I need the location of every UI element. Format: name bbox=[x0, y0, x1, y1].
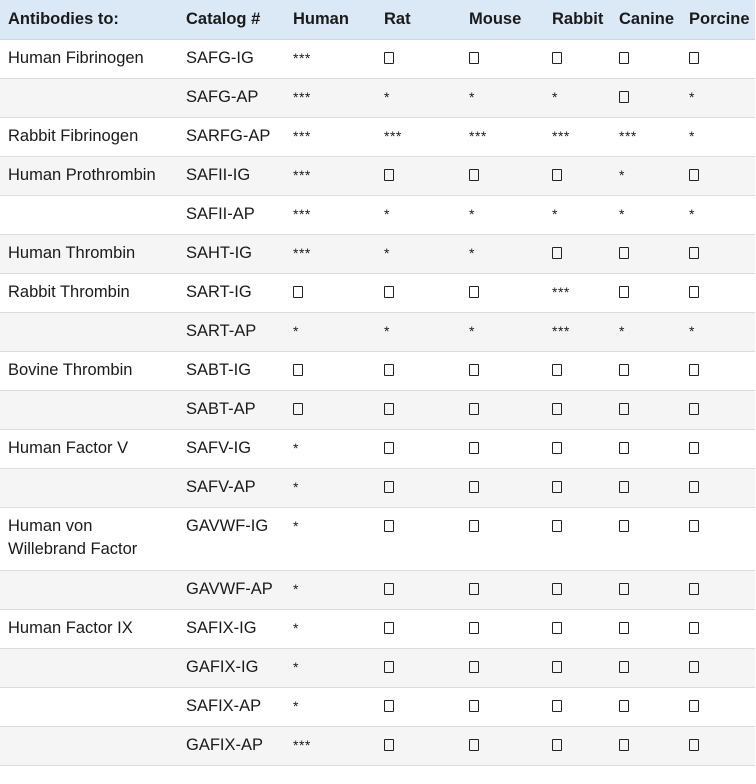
rat-reactivity-cell bbox=[376, 274, 461, 313]
antibody-name-cell: Bovine Thrombin bbox=[0, 352, 178, 391]
header-rat: Rat bbox=[376, 0, 461, 40]
human-reactivity-cell bbox=[285, 508, 376, 571]
header-mouse: Mouse bbox=[461, 0, 544, 40]
catalog-number-cell: SAHT-IG bbox=[178, 235, 285, 274]
antibody-name-cell: Human Fibrinogen bbox=[0, 40, 178, 79]
rat-reactivity-cell bbox=[376, 469, 461, 508]
rabbit-reactivity-cell bbox=[544, 727, 611, 766]
canine-reactivity-cell bbox=[611, 313, 681, 352]
canine-reactivity-cell bbox=[611, 157, 681, 196]
reactivity-stars: *** bbox=[469, 128, 487, 144]
table-row bbox=[0, 688, 755, 727]
empty-box-icon bbox=[469, 622, 479, 634]
rat-reactivity-cell bbox=[376, 610, 461, 649]
empty-box-icon bbox=[619, 364, 629, 376]
empty-box-icon bbox=[619, 520, 629, 532]
empty-box-icon bbox=[469, 520, 479, 532]
human-reactivity-cell bbox=[285, 571, 376, 610]
reactivity-stars: *** bbox=[552, 284, 570, 300]
human-reactivity-cell bbox=[285, 352, 376, 391]
rabbit-reactivity-cell bbox=[544, 649, 611, 688]
empty-box-icon bbox=[619, 91, 629, 103]
reactivity-stars: * bbox=[619, 167, 625, 183]
reactivity-stars: * bbox=[689, 89, 695, 105]
porcine-reactivity-cell bbox=[681, 430, 755, 469]
antibody-name-cell: Human Factor V bbox=[0, 430, 178, 469]
catalog-number-cell: SART-IG bbox=[178, 274, 285, 313]
mouse-reactivity-cell bbox=[461, 469, 544, 508]
table-row bbox=[0, 274, 755, 313]
empty-box-icon bbox=[619, 700, 629, 712]
empty-box-icon bbox=[384, 481, 394, 493]
table-row bbox=[0, 157, 755, 196]
empty-box-icon bbox=[552, 481, 562, 493]
reactivity-stars: * bbox=[552, 206, 558, 222]
rat-reactivity-cell bbox=[376, 157, 461, 196]
empty-box-icon bbox=[469, 583, 479, 595]
rabbit-reactivity-cell bbox=[544, 352, 611, 391]
empty-box-icon bbox=[689, 700, 699, 712]
antibody-name-cell bbox=[0, 469, 178, 508]
header-porcine: Porcine bbox=[681, 0, 755, 40]
reactivity-stars: * bbox=[469, 323, 475, 339]
antibody-name-cell bbox=[0, 313, 178, 352]
porcine-reactivity-cell bbox=[681, 508, 755, 571]
catalog-number-cell: SART-AP bbox=[178, 313, 285, 352]
empty-box-icon bbox=[552, 52, 562, 64]
human-reactivity-cell bbox=[285, 157, 376, 196]
catalog-number-cell: GAFIX-AP bbox=[178, 727, 285, 766]
human-reactivity-cell bbox=[285, 688, 376, 727]
antibody-name-cell bbox=[0, 196, 178, 235]
porcine-reactivity-cell bbox=[681, 727, 755, 766]
empty-box-icon bbox=[384, 364, 394, 376]
empty-box-icon bbox=[384, 520, 394, 532]
canine-reactivity-cell bbox=[611, 235, 681, 274]
empty-box-icon bbox=[384, 700, 394, 712]
mouse-reactivity-cell bbox=[461, 508, 544, 571]
rabbit-reactivity-cell bbox=[544, 79, 611, 118]
rabbit-reactivity-cell bbox=[544, 688, 611, 727]
catalog-number-cell: GAFIX-IG bbox=[178, 649, 285, 688]
human-reactivity-cell bbox=[285, 79, 376, 118]
header-row bbox=[0, 0, 755, 40]
porcine-reactivity-cell bbox=[681, 352, 755, 391]
reactivity-stars: *** bbox=[293, 206, 311, 222]
antibody-name-cell: Human Prothrombin bbox=[0, 157, 178, 196]
rabbit-reactivity-cell bbox=[544, 196, 611, 235]
antibody-name-cell: Rabbit Thrombin bbox=[0, 274, 178, 313]
canine-reactivity-cell bbox=[611, 610, 681, 649]
empty-box-icon bbox=[689, 52, 699, 64]
empty-box-icon bbox=[469, 286, 479, 298]
canine-reactivity-cell bbox=[611, 727, 681, 766]
porcine-reactivity-cell bbox=[681, 571, 755, 610]
empty-box-icon bbox=[469, 364, 479, 376]
human-reactivity-cell bbox=[285, 430, 376, 469]
empty-box-icon bbox=[619, 52, 629, 64]
mouse-reactivity-cell bbox=[461, 610, 544, 649]
antibody-name-cell: Human von Willebrand Factor bbox=[0, 508, 178, 571]
empty-box-icon bbox=[552, 247, 562, 259]
canine-reactivity-cell bbox=[611, 649, 681, 688]
rat-reactivity-cell bbox=[376, 196, 461, 235]
reactivity-stars: * bbox=[384, 245, 390, 261]
porcine-reactivity-cell bbox=[681, 40, 755, 79]
reactivity-stars: * bbox=[469, 89, 475, 105]
antibody-name-cell: Human Thrombin bbox=[0, 235, 178, 274]
header-rabbit: Rabbit bbox=[544, 0, 611, 40]
antibody-name-cell bbox=[0, 688, 178, 727]
empty-box-icon bbox=[384, 442, 394, 454]
antibody-name-cell bbox=[0, 649, 178, 688]
empty-box-icon bbox=[619, 481, 629, 493]
rabbit-reactivity-cell bbox=[544, 610, 611, 649]
canine-reactivity-cell bbox=[611, 571, 681, 610]
catalog-number-cell: SAFV-IG bbox=[178, 430, 285, 469]
human-reactivity-cell bbox=[285, 649, 376, 688]
mouse-reactivity-cell bbox=[461, 649, 544, 688]
reactivity-stars: *** bbox=[293, 89, 311, 105]
catalog-number-cell: GAVWF-AP bbox=[178, 571, 285, 610]
empty-box-icon bbox=[384, 622, 394, 634]
mouse-reactivity-cell bbox=[461, 391, 544, 430]
table-row bbox=[0, 79, 755, 118]
reactivity-stars: * bbox=[384, 323, 390, 339]
catalog-number-cell: SAFG-IG bbox=[178, 40, 285, 79]
antibody-name-cell bbox=[0, 79, 178, 118]
rat-reactivity-cell bbox=[376, 352, 461, 391]
empty-box-icon bbox=[689, 247, 699, 259]
canine-reactivity-cell bbox=[611, 469, 681, 508]
human-reactivity-cell bbox=[285, 610, 376, 649]
canine-reactivity-cell bbox=[611, 118, 681, 157]
rat-reactivity-cell bbox=[376, 571, 461, 610]
human-reactivity-cell bbox=[285, 469, 376, 508]
antibody-name-cell bbox=[0, 571, 178, 610]
empty-box-icon bbox=[689, 442, 699, 454]
porcine-reactivity-cell bbox=[681, 313, 755, 352]
human-reactivity-cell bbox=[285, 235, 376, 274]
catalog-number-cell: SAFV-AP bbox=[178, 469, 285, 508]
antibody-name-cell bbox=[0, 727, 178, 766]
empty-box-icon bbox=[552, 403, 562, 415]
empty-box-icon bbox=[552, 520, 562, 532]
mouse-reactivity-cell bbox=[461, 157, 544, 196]
table-row bbox=[0, 610, 755, 649]
rat-reactivity-cell bbox=[376, 508, 461, 571]
canine-reactivity-cell bbox=[611, 274, 681, 313]
empty-box-icon bbox=[552, 442, 562, 454]
antibody-name-cell: Human Factor IX bbox=[0, 610, 178, 649]
table-row bbox=[0, 235, 755, 274]
reactivity-stars: * bbox=[293, 323, 299, 339]
reactivity-stars: * bbox=[619, 206, 625, 222]
empty-box-icon bbox=[384, 583, 394, 595]
empty-box-icon bbox=[469, 481, 479, 493]
mouse-reactivity-cell bbox=[461, 430, 544, 469]
empty-box-icon bbox=[552, 739, 562, 751]
mouse-reactivity-cell bbox=[461, 40, 544, 79]
table-row bbox=[0, 313, 755, 352]
reactivity-stars: * bbox=[293, 698, 299, 714]
table-row bbox=[0, 571, 755, 610]
empty-box-icon bbox=[689, 286, 699, 298]
human-reactivity-cell bbox=[285, 196, 376, 235]
empty-box-icon bbox=[619, 622, 629, 634]
mouse-reactivity-cell bbox=[461, 571, 544, 610]
mouse-reactivity-cell bbox=[461, 196, 544, 235]
mouse-reactivity-cell bbox=[461, 274, 544, 313]
rabbit-reactivity-cell bbox=[544, 469, 611, 508]
table-row bbox=[0, 196, 755, 235]
reactivity-stars: *** bbox=[384, 128, 402, 144]
empty-box-icon bbox=[469, 442, 479, 454]
reactivity-stars: * bbox=[689, 128, 695, 144]
canine-reactivity-cell bbox=[611, 391, 681, 430]
human-reactivity-cell bbox=[285, 727, 376, 766]
mouse-reactivity-cell bbox=[461, 79, 544, 118]
empty-box-icon bbox=[384, 286, 394, 298]
table-row bbox=[0, 727, 755, 766]
porcine-reactivity-cell bbox=[681, 610, 755, 649]
canine-reactivity-cell bbox=[611, 352, 681, 391]
reactivity-stars: *** bbox=[552, 128, 570, 144]
mouse-reactivity-cell bbox=[461, 313, 544, 352]
rabbit-reactivity-cell bbox=[544, 157, 611, 196]
rat-reactivity-cell bbox=[376, 391, 461, 430]
rat-reactivity-cell bbox=[376, 79, 461, 118]
reactivity-stars: * bbox=[293, 479, 299, 495]
reactivity-stars: * bbox=[293, 440, 299, 456]
empty-box-icon bbox=[469, 661, 479, 673]
reactivity-stars: * bbox=[469, 206, 475, 222]
human-reactivity-cell bbox=[285, 118, 376, 157]
empty-box-icon bbox=[469, 169, 479, 181]
porcine-reactivity-cell bbox=[681, 118, 755, 157]
reactivity-stars: * bbox=[689, 323, 695, 339]
rabbit-reactivity-cell bbox=[544, 508, 611, 571]
rabbit-reactivity-cell bbox=[544, 40, 611, 79]
empty-box-icon bbox=[689, 739, 699, 751]
empty-box-icon bbox=[619, 403, 629, 415]
empty-box-icon bbox=[384, 52, 394, 64]
reactivity-stars: * bbox=[293, 620, 299, 636]
catalog-number-cell: SAFIX-AP bbox=[178, 688, 285, 727]
canine-reactivity-cell bbox=[611, 79, 681, 118]
header-human: Human bbox=[285, 0, 376, 40]
porcine-reactivity-cell bbox=[681, 235, 755, 274]
empty-box-icon bbox=[689, 169, 699, 181]
empty-box-icon bbox=[689, 622, 699, 634]
porcine-reactivity-cell bbox=[681, 79, 755, 118]
header-canine: Canine bbox=[611, 0, 681, 40]
reactivity-stars: * bbox=[293, 659, 299, 675]
empty-box-icon bbox=[619, 442, 629, 454]
canine-reactivity-cell bbox=[611, 430, 681, 469]
empty-box-icon bbox=[552, 169, 562, 181]
empty-box-icon bbox=[619, 583, 629, 595]
mouse-reactivity-cell bbox=[461, 352, 544, 391]
catalog-number-cell: SAFG-AP bbox=[178, 79, 285, 118]
empty-box-icon bbox=[689, 481, 699, 493]
mouse-reactivity-cell bbox=[461, 688, 544, 727]
catalog-number-cell: GAVWF-IG bbox=[178, 508, 285, 571]
mouse-reactivity-cell bbox=[461, 235, 544, 274]
reactivity-stars: * bbox=[469, 245, 475, 261]
reactivity-stars: * bbox=[384, 89, 390, 105]
antibody-name-cell bbox=[0, 391, 178, 430]
empty-box-icon bbox=[619, 661, 629, 673]
table-row bbox=[0, 118, 755, 157]
empty-box-icon bbox=[293, 286, 303, 298]
empty-box-icon bbox=[552, 364, 562, 376]
table-body bbox=[0, 40, 755, 766]
empty-box-icon bbox=[619, 286, 629, 298]
porcine-reactivity-cell bbox=[681, 649, 755, 688]
header-antibodies: Antibodies to: bbox=[0, 0, 178, 40]
catalog-number-cell: SARFG-AP bbox=[178, 118, 285, 157]
canine-reactivity-cell bbox=[611, 508, 681, 571]
empty-box-icon bbox=[689, 661, 699, 673]
empty-box-icon bbox=[469, 403, 479, 415]
header-catalog: Catalog # bbox=[178, 0, 285, 40]
catalog-number-cell: SAFII-AP bbox=[178, 196, 285, 235]
catalog-number-cell: SABT-AP bbox=[178, 391, 285, 430]
empty-box-icon bbox=[293, 403, 303, 415]
empty-box-icon bbox=[293, 364, 303, 376]
rat-reactivity-cell bbox=[376, 118, 461, 157]
empty-box-icon bbox=[619, 247, 629, 259]
rat-reactivity-cell bbox=[376, 688, 461, 727]
reactivity-stars: *** bbox=[293, 128, 311, 144]
human-reactivity-cell bbox=[285, 313, 376, 352]
empty-box-icon bbox=[689, 520, 699, 532]
porcine-reactivity-cell bbox=[681, 391, 755, 430]
empty-box-icon bbox=[552, 622, 562, 634]
porcine-reactivity-cell bbox=[681, 196, 755, 235]
reactivity-stars: * bbox=[384, 206, 390, 222]
rat-reactivity-cell bbox=[376, 649, 461, 688]
table-row bbox=[0, 352, 755, 391]
porcine-reactivity-cell bbox=[681, 688, 755, 727]
empty-box-icon bbox=[619, 739, 629, 751]
table-row bbox=[0, 391, 755, 430]
reactivity-stars: * bbox=[293, 581, 299, 597]
empty-box-icon bbox=[469, 739, 479, 751]
canine-reactivity-cell bbox=[611, 40, 681, 79]
empty-box-icon bbox=[552, 700, 562, 712]
table-row bbox=[0, 40, 755, 79]
table-row bbox=[0, 430, 755, 469]
canine-reactivity-cell bbox=[611, 196, 681, 235]
table-row bbox=[0, 508, 755, 571]
table-header bbox=[0, 0, 755, 40]
rat-reactivity-cell bbox=[376, 313, 461, 352]
reactivity-stars: *** bbox=[293, 167, 311, 183]
rabbit-reactivity-cell bbox=[544, 235, 611, 274]
reactivity-stars: * bbox=[552, 89, 558, 105]
human-reactivity-cell bbox=[285, 40, 376, 79]
rabbit-reactivity-cell bbox=[544, 391, 611, 430]
empty-box-icon bbox=[689, 583, 699, 595]
reactivity-stars: * bbox=[619, 323, 625, 339]
reactivity-stars: * bbox=[689, 206, 695, 222]
porcine-reactivity-cell bbox=[681, 274, 755, 313]
reactivity-stars: *** bbox=[293, 245, 311, 261]
mouse-reactivity-cell bbox=[461, 727, 544, 766]
mouse-reactivity-cell bbox=[461, 118, 544, 157]
catalog-number-cell: SAFII-IG bbox=[178, 157, 285, 196]
catalog-number-cell: SAFIX-IG bbox=[178, 610, 285, 649]
rabbit-reactivity-cell bbox=[544, 118, 611, 157]
reactivity-stars: *** bbox=[552, 323, 570, 339]
reactivity-stars: *** bbox=[619, 128, 637, 144]
rabbit-reactivity-cell bbox=[544, 274, 611, 313]
porcine-reactivity-cell bbox=[681, 469, 755, 508]
human-reactivity-cell bbox=[285, 391, 376, 430]
porcine-reactivity-cell bbox=[681, 157, 755, 196]
empty-box-icon bbox=[384, 403, 394, 415]
empty-box-icon bbox=[384, 661, 394, 673]
rat-reactivity-cell bbox=[376, 727, 461, 766]
rabbit-reactivity-cell bbox=[544, 571, 611, 610]
empty-box-icon bbox=[689, 364, 699, 376]
empty-box-icon bbox=[469, 700, 479, 712]
rabbit-reactivity-cell bbox=[544, 313, 611, 352]
table-row bbox=[0, 649, 755, 688]
empty-box-icon bbox=[552, 583, 562, 595]
empty-box-icon bbox=[384, 169, 394, 181]
empty-box-icon bbox=[469, 52, 479, 64]
catalog-number-cell: SABT-IG bbox=[178, 352, 285, 391]
reactivity-stars: * bbox=[293, 518, 299, 534]
human-reactivity-cell bbox=[285, 274, 376, 313]
rat-reactivity-cell bbox=[376, 40, 461, 79]
rabbit-reactivity-cell bbox=[544, 430, 611, 469]
rat-reactivity-cell bbox=[376, 235, 461, 274]
canine-reactivity-cell bbox=[611, 688, 681, 727]
table-row bbox=[0, 469, 755, 508]
rat-reactivity-cell bbox=[376, 430, 461, 469]
empty-box-icon bbox=[689, 403, 699, 415]
reactivity-stars: *** bbox=[293, 50, 311, 66]
reactivity-stars: *** bbox=[293, 737, 311, 753]
empty-box-icon bbox=[384, 739, 394, 751]
antibody-name-cell: Rabbit Fibrinogen bbox=[0, 118, 178, 157]
empty-box-icon bbox=[552, 661, 562, 673]
